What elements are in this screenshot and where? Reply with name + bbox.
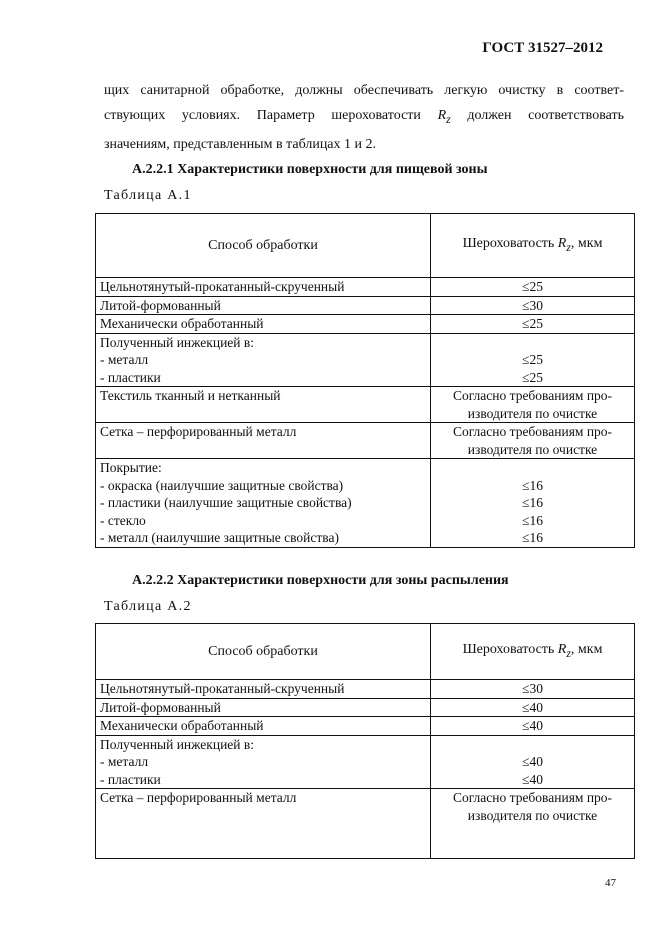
value-cell	[431, 735, 635, 789]
table-row	[96, 315, 635, 334]
table-row	[96, 296, 635, 315]
table-row	[96, 680, 635, 699]
document-standard-header: ГОСТ 31527–2012	[482, 40, 603, 56]
value-cell: ≤25	[431, 315, 635, 334]
value-line: изводителя по очистке	[467, 405, 598, 421]
roughness-unit: , мкм	[570, 641, 603, 657]
rz-subscript: z	[446, 112, 451, 126]
table-row	[96, 698, 635, 717]
roughness-unit: , мкм	[570, 235, 603, 251]
method-group-label: Полученный инжекцией в:	[100, 334, 255, 350]
value-sub-item: ≤25	[522, 352, 543, 367]
intro-line-2-end: должен соответствовать	[450, 108, 624, 123]
value-sub-item: ≤25	[522, 369, 543, 385]
roughness-label: Шероховатость	[462, 235, 558, 251]
rz-symbol	[557, 641, 571, 660]
value-cell: ≤40	[431, 698, 635, 717]
value-cell: ≤30	[431, 296, 635, 315]
method-sub-item: - пластики	[100, 771, 161, 787]
rz-symbol	[557, 235, 571, 254]
table-row	[96, 333, 635, 387]
value-line: изводителя по очистке	[467, 441, 598, 457]
table-a2	[95, 623, 635, 859]
table-row	[96, 387, 635, 423]
method-group-label: Покрытие:	[100, 460, 162, 475]
rz-letter: R	[557, 641, 567, 657]
value-cell: ≤40	[431, 717, 635, 736]
method-cell: Сетка – перфорированный металл	[96, 789, 431, 859]
rz-subscript: z	[566, 646, 571, 660]
method-cell	[96, 333, 431, 387]
intro-line-2	[104, 103, 624, 132]
value-sub-item: ≤16	[522, 512, 543, 528]
value-line: Согласно требованиям про-	[452, 424, 613, 439]
value-line: изводителя по очистке	[467, 807, 598, 823]
column-header-roughness	[431, 214, 635, 278]
method-sub-item: - пластики (наилучшие защитные свойства)	[100, 495, 352, 510]
table-row	[96, 735, 635, 789]
method-sub-item: - пластики	[100, 369, 161, 385]
value-cell	[431, 423, 635, 459]
value-sub-item: ≤40	[522, 771, 543, 787]
value-cell	[431, 789, 635, 859]
value-cell	[431, 459, 635, 548]
page-number: 47	[605, 877, 616, 889]
method-cell	[96, 459, 431, 548]
intro-line-2-start: ствующих условиях. Параметр шероховатости	[104, 108, 438, 123]
roughness-label: Шероховатость	[462, 641, 558, 657]
method-cell: Цельнотянутый-прокатанный-скрученный	[96, 680, 431, 699]
method-cell: Механически обработанный	[96, 315, 431, 334]
rz-letter: R	[557, 235, 567, 251]
value-cell	[431, 387, 635, 423]
column-header-method: Способ обработки	[96, 624, 431, 680]
table-row	[96, 278, 635, 297]
rz-letter: R	[437, 108, 447, 123]
value-cell	[431, 333, 635, 387]
value-line: Согласно требованиям про-	[452, 790, 613, 805]
table-caption-a1: Таблица А.1	[104, 188, 192, 203]
value-sub-item: ≤16	[522, 477, 543, 493]
table-row	[96, 789, 635, 859]
value-line: Согласно требованиям про-	[452, 388, 613, 403]
table-row	[96, 423, 635, 459]
method-cell	[96, 735, 431, 789]
rz-subscript: z	[566, 240, 571, 254]
intro-paragraph	[104, 78, 624, 157]
method-sub-item: - металл	[100, 754, 149, 769]
table-header-row	[96, 214, 635, 278]
method-cell: Сетка – перфорированный металл	[96, 423, 431, 459]
method-group-label: Полученный инжекцией в:	[100, 736, 255, 752]
table-row	[96, 717, 635, 736]
column-header-roughness	[431, 624, 635, 680]
method-sub-item: - металл	[100, 352, 149, 367]
value-sub-item: ≤16	[522, 530, 543, 545]
table-row	[96, 459, 635, 548]
method-sub-item: - окраска (наилучшие защитные свойства)	[100, 477, 344, 493]
method-cell: Текстиль тканный и нетканный	[96, 387, 431, 423]
table-header-row	[96, 624, 635, 680]
method-cell: Цельнотянутый-прокатанный-скрученный	[96, 278, 431, 297]
method-cell: Литой-формованный	[96, 296, 431, 315]
section-heading-spray-zone: А.2.2.2 Характеристики поверхности для зоны распыления	[132, 573, 509, 588]
table-caption-a2: Таблица А.2	[104, 599, 192, 614]
method-sub-item: - стекло	[100, 512, 146, 528]
value-cell: ≤25	[431, 278, 635, 297]
section-heading-food-zone: А.2.2.1 Характеристики поверхности для пищевой зоны	[132, 162, 488, 177]
table-a1	[95, 213, 635, 548]
value-cell: ≤30	[431, 680, 635, 699]
column-header-method: Способ обработки	[96, 214, 431, 278]
value-sub-item: ≤16	[522, 495, 543, 510]
method-cell: Механически обработанный	[96, 717, 431, 736]
value-sub-item: ≤40	[522, 754, 543, 769]
rz-symbol	[437, 108, 451, 126]
method-sub-item: - металл (наилучшие защитные свойства)	[100, 530, 339, 545]
method-cell: Литой-формованный	[96, 698, 431, 717]
intro-line-1: щих санитарной обработке, должны обеспечивать легкую очистку в соответ-	[104, 83, 624, 98]
intro-line-3: значениям, представленным в таблицах 1 и 2.	[104, 136, 377, 152]
